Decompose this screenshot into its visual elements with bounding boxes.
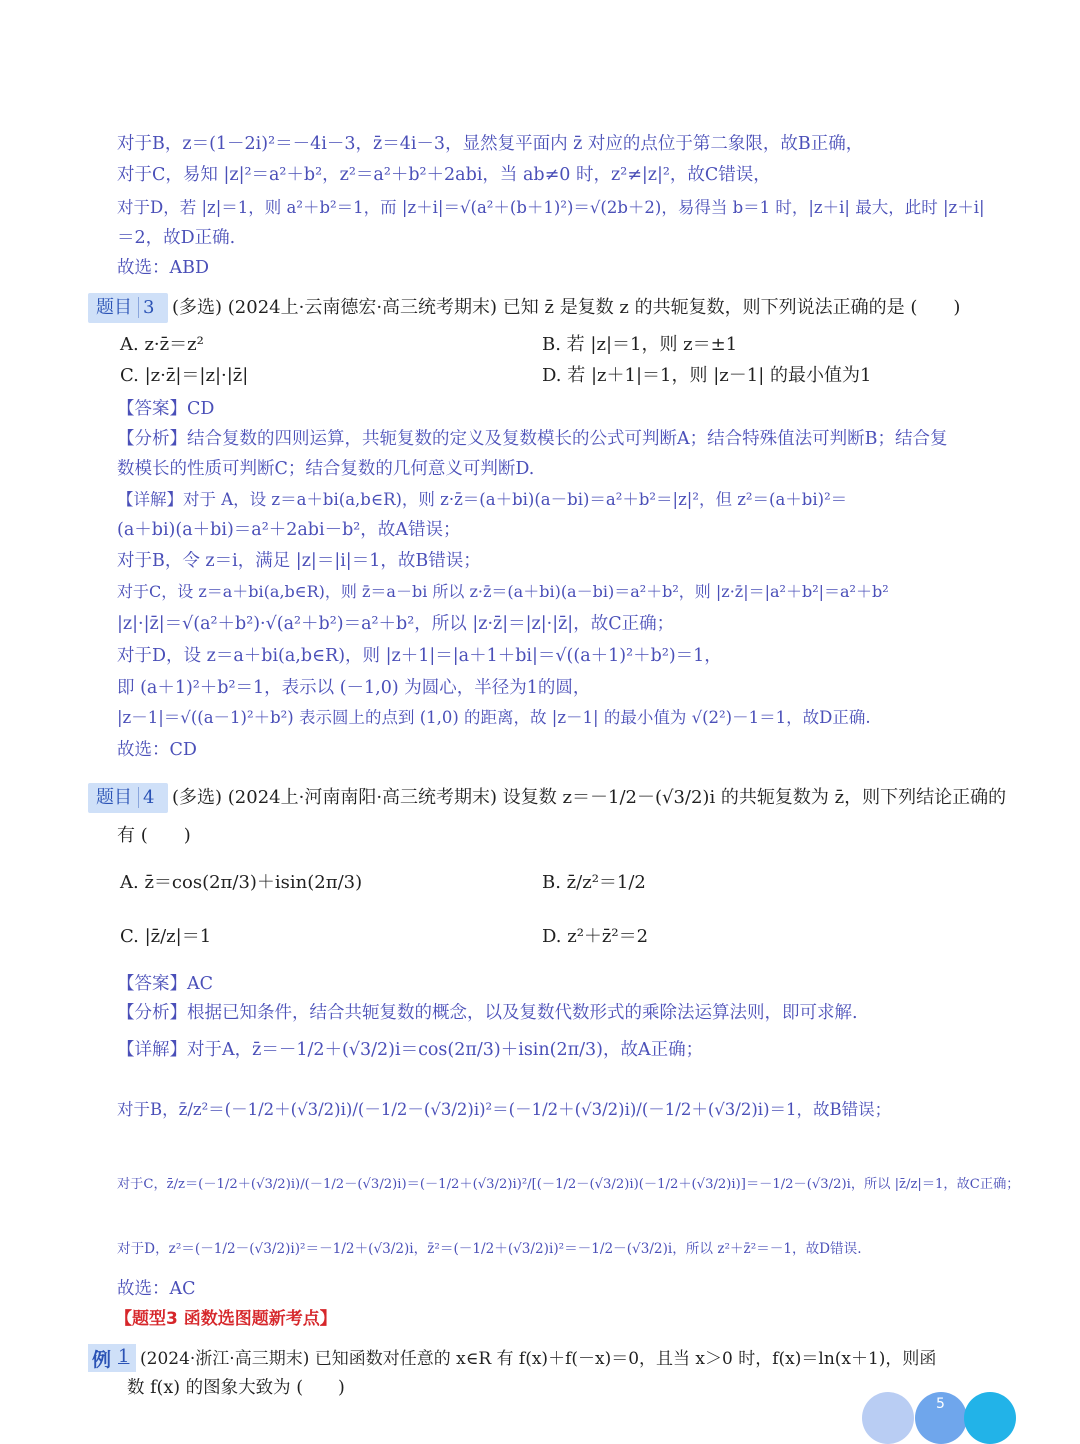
q3-option-b: B. 若 |z|＝1，则 z＝±1 [542, 334, 738, 355]
detail-tag: 【详解】 [117, 490, 183, 509]
example-number: 1 [118, 1346, 130, 1367]
q3-detail-2: (a＋bi)(a＋bi)＝a²＋2abi－b²，故A错误； [117, 520, 461, 540]
analysis-text: 结合复数的四则运算，共轭复数的定义及复数模长的公式可判断A；结合特殊值法可判断B；结合复 [187, 429, 948, 449]
q4-final: 故选：AC [117, 1279, 196, 1299]
q4-detail-a [117, 1038, 1010, 1062]
detail-text: 对于A，z̄＝－1/2＋(√3/2)i＝cos(2π/3)＋isin(2π/3)，故A正确； [187, 1040, 704, 1060]
solution-line-b: 对于B，z＝(1－2i)²＝－4i－3，z̄＝4i－3，显然复平面内 z̄ 对应的点位于第二象限，故B正确， [117, 134, 864, 154]
section-title: 【题型3 函数选图题新考点】 [115, 1309, 337, 1329]
example-badge [88, 1344, 136, 1372]
decor-circle [862, 1392, 914, 1444]
page-number: 5 [936, 1396, 945, 1412]
q4-detail-c: 对于C，z̄/z＝(－1/2＋(√3/2)i)/(－1/2－(√3/2)i)＝(－1/2＋(√3/2)i)²/[(－1/2－(√3/2)i)(－1/2＋(√3/2)i)]＝－1/2－(√3/2)i，所以 |z̄/z|＝1，故C正确； [117, 1177, 1020, 1192]
question-badge-4 [88, 783, 168, 813]
answer-value: CD [187, 399, 215, 419]
detail-tag: 【详解】 [117, 1040, 187, 1060]
q4-answer [117, 972, 1010, 996]
answer-value: AC [187, 974, 214, 994]
badge-number: 4 [138, 787, 154, 808]
detail-text: 对于 A，设 z＝a＋bi(a,b∈R)，则 z·z̄＝(a＋bi)(a－bi)＝a²＋b²＝|z|²，但 z²＝(a＋bi)²＝ [183, 490, 848, 509]
q3-option-d: D. 若 |z＋1|＝1，则 |z－1| 的最小值为1 [542, 365, 872, 386]
example-1-stem-1: (2024·浙江·高三期末) 已知函数对任意的 x∈R 有 f(x)＋f(－x)＝0，且当 x＞0 时，f(x)＝ln(x＋1)，则函 [140, 1349, 937, 1369]
q4-option-b: B. z̄/z²＝1/2 [542, 872, 646, 893]
q3-detail-5: |z|·|z̄|＝√(a²＋b²)·√(a²＋b²)＝a²＋b²，所以 |z·z̄|＝|z|·|z̄|，故C正确； [117, 614, 675, 634]
q3-detail-8: |z－1|＝√((a－1)²＋b²) 表示圆上的点到 (1,0) 的距离，故 |z－1| 的最小值为 √(2²)－1＝1，故D正确. [117, 708, 871, 727]
badge-label: 题目 [96, 297, 132, 318]
badge-label: 题目 [96, 787, 132, 808]
q3-detail-6: 对于D，设 z＝a＋bi(a,b∈R)，则 |z＋1|＝|a＋1＋bi|＝√((a＋1)²＋b²)＝1， [117, 646, 722, 666]
q4-detail-b: 对于B，z̄/z²＝(－1/2＋(√3/2)i)/(－1/2－(√3/2)i)²＝(－1/2＋(√3/2)i)/(－1/2＋(√3/2)i)＝1，故B错误； [117, 1100, 892, 1119]
q4-analysis [117, 1001, 1010, 1025]
q4-option-d: D. z²＋z̄²＝2 [542, 926, 649, 947]
q3-analysis-1 [117, 427, 1010, 451]
solution-line-d2: ＝2，故D正确. [117, 228, 236, 248]
q3-option-c: C. |z·z̄|＝|z|·|z̄| [120, 365, 249, 386]
decor-circle [964, 1392, 1016, 1444]
analysis-text: 根据已知条件，结合共轭复数的概念，以及复数代数形式的乘除法运算法则，即可求解. [187, 1003, 858, 1023]
q3-final: 故选：CD [117, 740, 197, 760]
q3-answer [117, 397, 1010, 421]
page-number-circle [915, 1392, 967, 1444]
q4-detail-d: 对于D，z²＝(－1/2－(√3/2)i)²＝－1/2＋(√3/2)i，z̄²＝(－1/2＋(√3/2)i)²＝－1/2－(√3/2)i，所以 z²＋z̄²＝－1，故D错误. [117, 1241, 862, 1257]
question-3-stem: (多选) (2024上·云南德宏·高三统考期末) 已知 z̄ 是复数 z 的共轭复数，则下列说法正确的是 ( ) [172, 297, 961, 318]
solution-line-c: 对于C，易知 |z|²＝a²＋b²，z²＝a²＋b²＋2abi，当 ab≠0 时，z²≠|z|²，故C错误， [117, 165, 771, 185]
q4-option-c: C. |z̄/z|＝1 [120, 926, 212, 947]
solution-answer: 故选：ABD [117, 258, 210, 278]
example-label: 例 [92, 1349, 112, 1371]
q4-option-a: A. z̄＝cos(2π/3)＋isin(2π/3) [120, 872, 363, 893]
analysis-tag: 【分析】 [117, 429, 187, 449]
q3-detail-1 [117, 488, 1010, 512]
question-4-stem-2: 有 ( ) [117, 825, 191, 846]
answer-tag: 【答案】 [117, 399, 187, 419]
q3-detail-3: 对于B，令 z＝i，满足 |z|＝|i|＝1，故B错误； [117, 551, 481, 571]
answer-tag: 【答案】 [117, 974, 187, 994]
solution-line-d1: 对于D，若 |z|＝1，则 a²＋b²＝1，而 |z＋i|＝√(a²＋(b＋1)²)＝√(2b＋2)，易得当 b＝1 时，|z＋i| 最大，此时 |z＋i| [117, 198, 985, 217]
q3-detail-7: 即 (a＋1)²＋b²＝1，表示以 (－1,0) 为圆心，半径为1的圆， [117, 678, 591, 698]
q3-detail-4: 对于C，设 z＝a＋bi(a,b∈R)，则 z̄＝a－bi 所以 z·z̄＝(a＋bi)(a－bi)＝a²＋b²，则 |z·z̄|＝|a²＋b²|＝a²＋b² [117, 582, 889, 601]
q3-analysis-2: 数模长的性质可判断C；结合复数的几何意义可判断D. [117, 459, 535, 479]
question-4-stem-1: (多选) (2024上·河南南阳·高三统考期末) 设复数 z＝－1/2－(√3/2)i 的共轭复数为 z̄，则下列结论正确的 [172, 787, 1007, 808]
example-1-stem-2: 数 f(x) 的图象大致为 ( ) [127, 1378, 345, 1398]
q3-option-a: A. z·z̄＝z² [120, 334, 204, 355]
analysis-tag: 【分析】 [117, 1003, 187, 1023]
badge-number: 3 [138, 297, 154, 318]
question-badge-3 [88, 293, 168, 323]
